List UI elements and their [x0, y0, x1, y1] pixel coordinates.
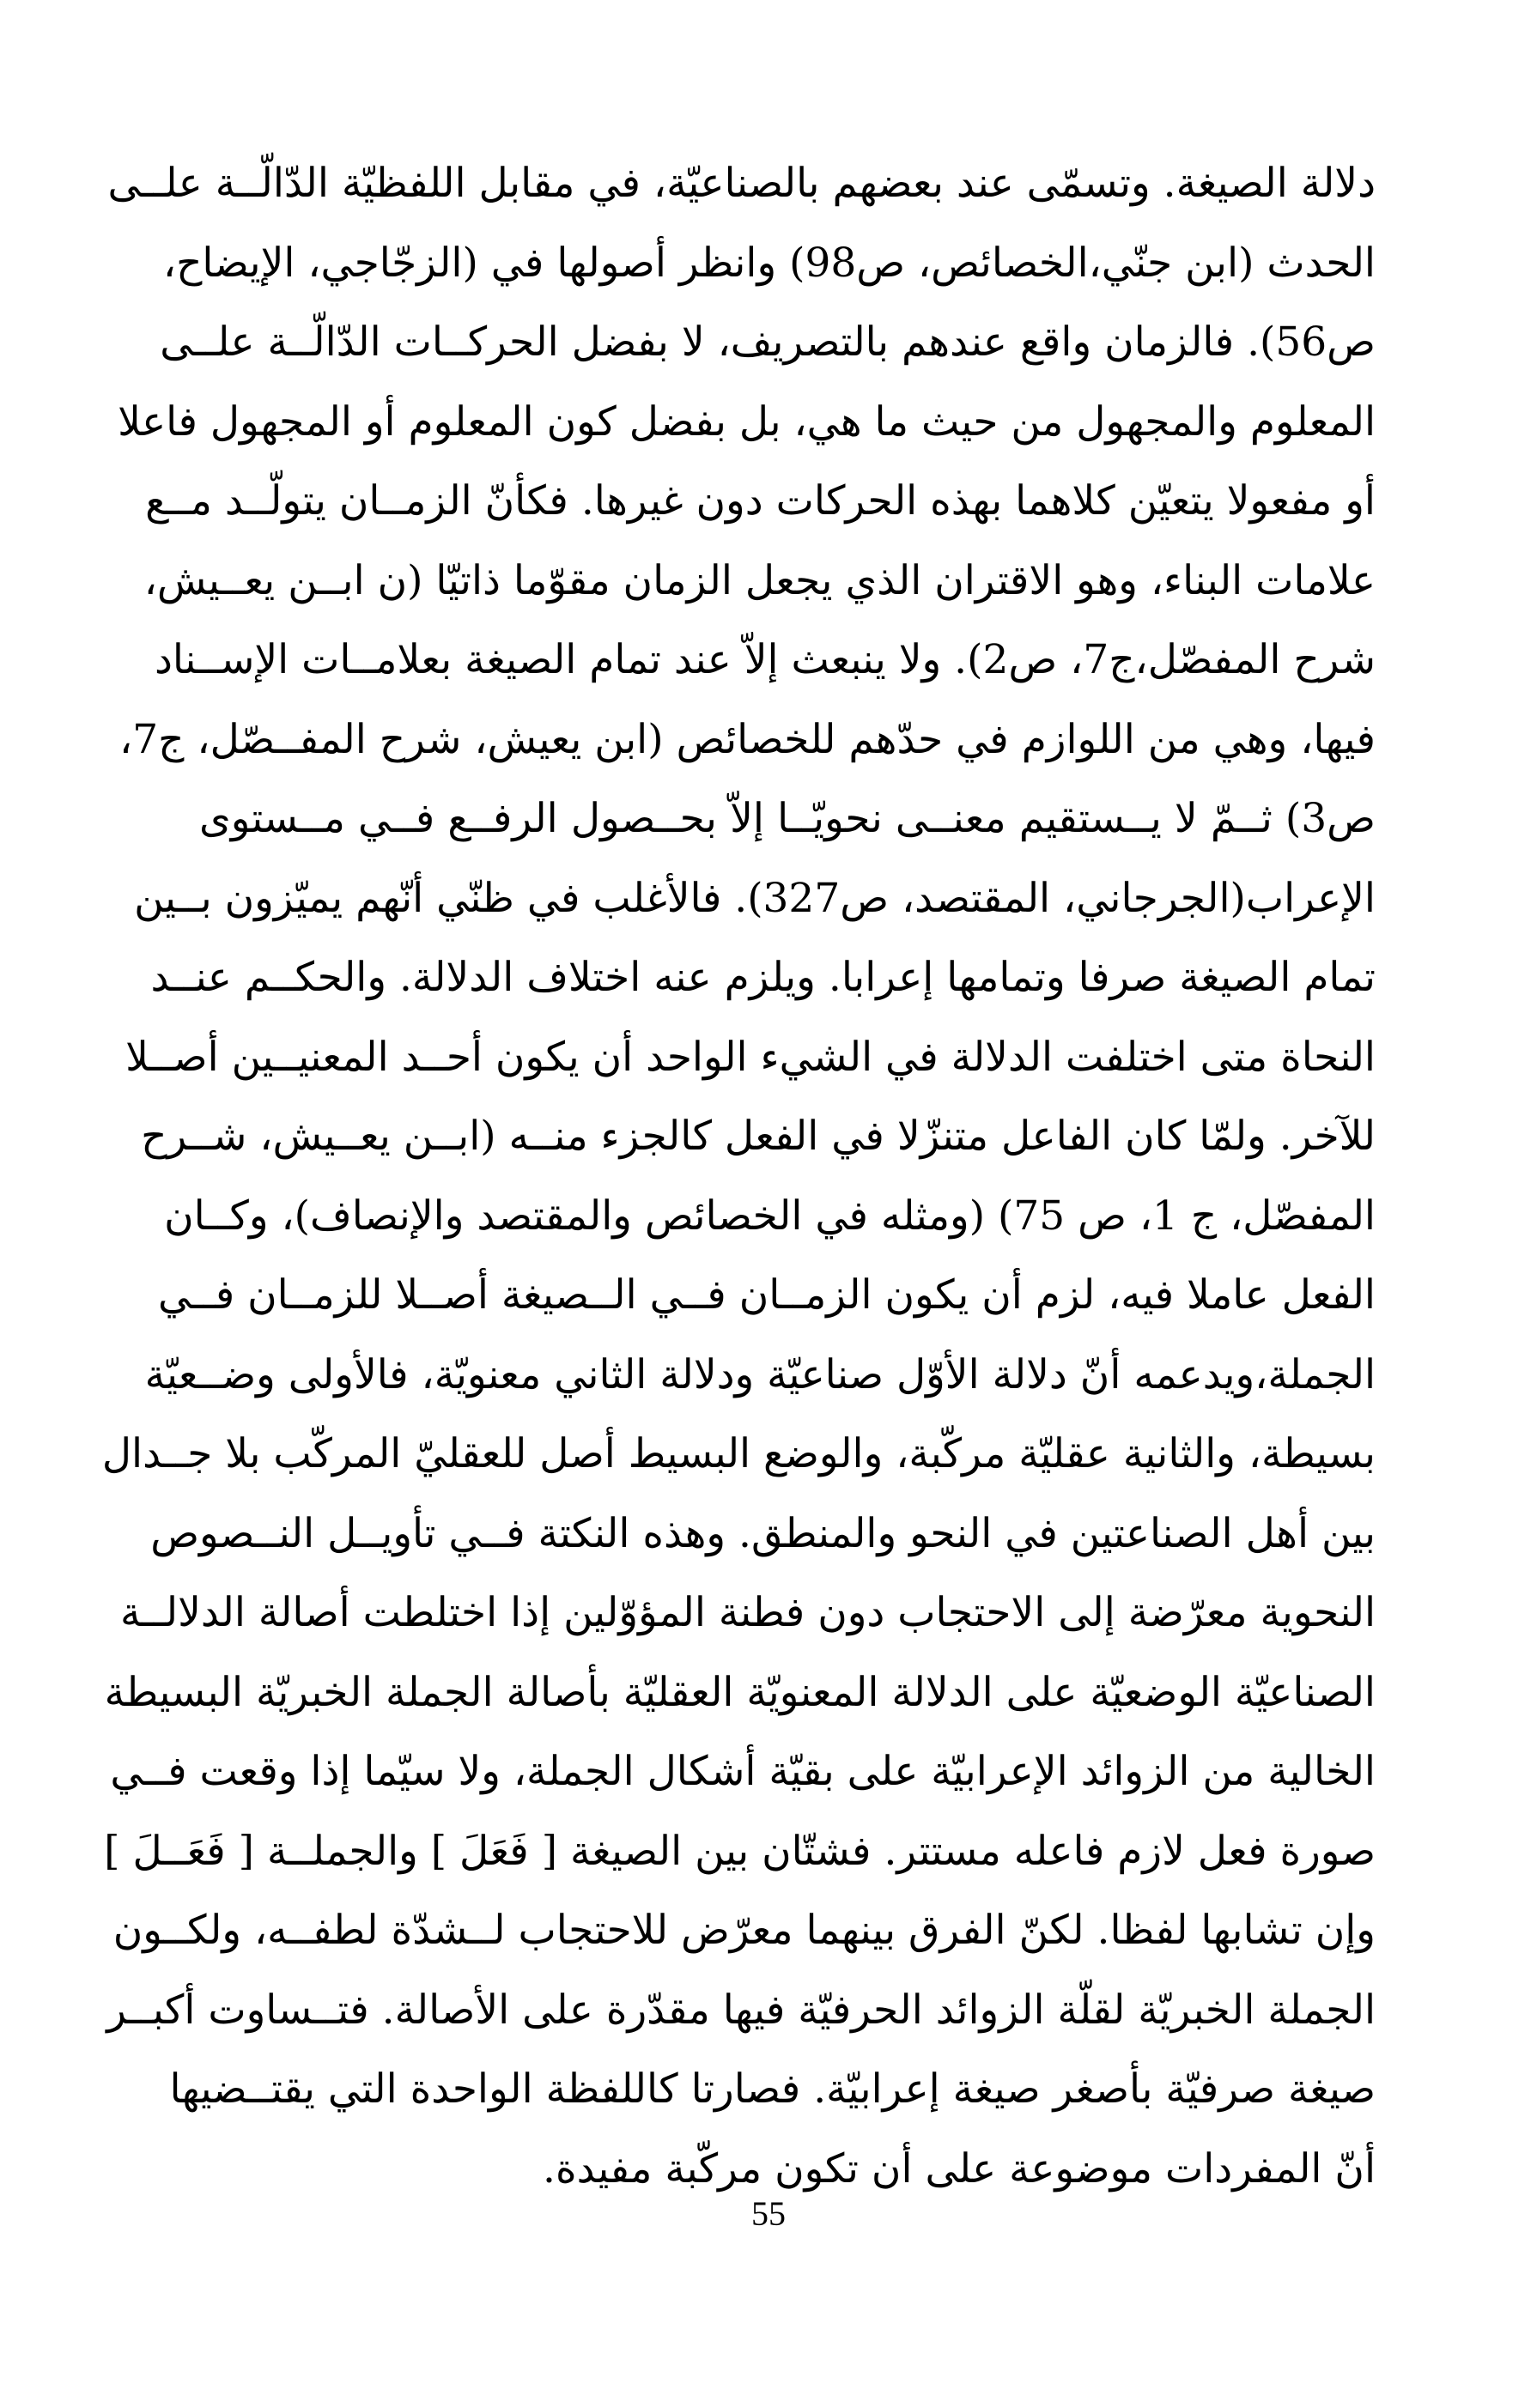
text-line-8: فيها، وهي من اللوازم في حدّهم للخصائص (ابن يعيش، شرح المفــصّل، ج7، [119, 715, 1376, 763]
text-line-6: علامات البناء، وهو الاقتران الذي يجعل الزمان مقوّما ذاتيّا (ن ابــن يعــيش، [143, 556, 1376, 604]
text-line-14: المفصّل، ج 1، ص 75) (ومثله في الخصائص والمقتصد والإنصاف)، وكــان [164, 1192, 1376, 1240]
text-line-12: النحاة متى اختلفت الدلالة في الشيء الواحد أن يكون أحــد المعنيــين أصــلا [125, 1033, 1376, 1081]
text-line-26: أنّ المفردات موضوعة على أن تكون مركّبة مفيدة. [543, 2144, 1376, 2193]
text-line-18: بين أهل الصناعتين في النحو والمنطق. وهذه النكتة فــي تأويــل النــصوص [150, 1509, 1376, 1557]
page-number: 55 [751, 2194, 786, 2233]
text-line-23: وإن تشابها لفظا. لكنّ الفرق بينهما معرّض للاحتجاب لــشدّة لطفــه، ولكــون [112, 1907, 1376, 1954]
text-line-7: شرح المفصّل،ج7، ص2). ولا ينبعث إلاّ عند تمام الصيغة بعلامــات الإســناد [154, 636, 1376, 683]
text-line-3: ص56). فالزمان واقع عندهم بالتصريف، لا بفضل الحركــات الدّالّــة علــى [160, 318, 1376, 366]
body-text [101, 144, 1376, 2209]
text-line-16: الجملة،ويدعمه أنّ دلالة الأوّل صناعيّة ودلالة الثاني معنويّة، فالأولى وضــعيّة [144, 1350, 1376, 1398]
text-line-10: الإعراب(الجرجاني، المقتصد، ص327). فالأغلب في ظنّي أنّهم يميّزون بــين [134, 874, 1376, 922]
text-line-13: للآخر. ولمّا كان الفاعل متنزّلا في الفعل كالجزء منــه (ابــن يعــيش، شــرح [141, 1113, 1376, 1160]
text-line-15: الفعل عاملا فيه، لزم أن يكون الزمــان فــي الــصيغة أصــلا للزمــان فــي [158, 1271, 1376, 1319]
text-line-1: دلالة الصيغة. وتسمّى عند بعضهم بالصناعيّة، في مقابل اللفظيّة الدّالّــة علــى [107, 160, 1376, 207]
text-line-9: ص3) ثــمّ لا يــستقيم معنــى نحويّــا إلاّ بحــصول الرفــع فــي مــستوى [199, 795, 1376, 842]
text-line-4: المعلوم والمجهول من حيث ما هي، بل بفضل كون المعلوم أو المجهول فاعلا [118, 397, 1376, 446]
text-line-2: الحدث (ابن جنّي،الخصائص، ص98) وانظر أصولها في (الزجّاجي، الإيضاح، [162, 239, 1376, 287]
text-line-21: الخالية من الزوائد الإعرابيّة على بقيّة أشكال الجملة، ولا سيّما إذا وقعت فــي [110, 1748, 1376, 1795]
text-line-5: أو مفعولا يتعيّن كلاهما بهذه الحركات دون غيرها. فكأنّ الزمــان يتولّــد مــع [145, 477, 1376, 525]
text-line-22: صورة فعل لازم فاعله مستتر. فشتّان بين الصيغة [ فَعَلَ ] والجملــة [ فَعَــلَ ] [104, 1827, 1376, 1875]
text-line-19: النحوية معرّضة إلى الاحتجاب دون فطنة المؤوّلين إذا اختلطت أصالة الدلالــة [120, 1589, 1376, 1636]
text-line-20: الصناعيّة الوضعيّة على الدلالة المعنويّة العقليّة بأصالة الجملة الخبريّة البسيطة [104, 1668, 1376, 1716]
text-line-25: صيغة صرفيّة بأصغر صيغة إعرابيّة. فصارتا كاللفظة الواحدة التي يقتــضيها [169, 2065, 1376, 2113]
text-line-17: بسيطة، والثانية عقليّة مركّبة، والوضع البسيط أصل للعقليّ المركّب بلا جــدال [101, 1430, 1376, 1477]
text-line-11: تمام الصيغة صرفا وتمامها إعرابا. ويلزم عنه اختلاف الدلالة. والحكــم عنــد [150, 954, 1376, 1001]
text-line-24: الجملة الخبريّة لقلّة الزوائد الحرفيّة فيها مقدّرة على الأصالة. فتــساوت أكبــر [106, 1986, 1376, 2034]
